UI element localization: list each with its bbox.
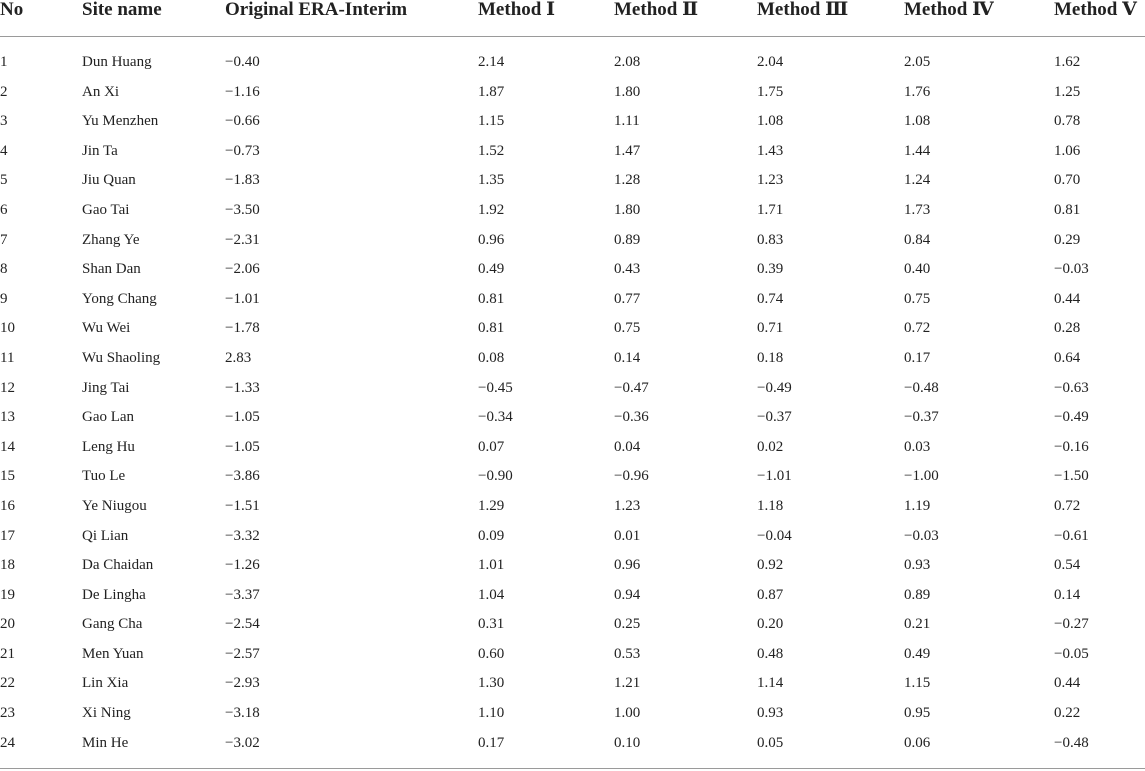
cell-method-1: −0.34 — [478, 409, 513, 426]
cell-method-4: 1.19 — [904, 497, 931, 514]
cell-site-name: Xi Ning — [82, 705, 131, 722]
cell-method-1: 0.81 — [478, 320, 505, 337]
cell-no: 2 — [0, 83, 8, 100]
cell-method-3: 1.18 — [757, 497, 784, 514]
cell-original-era-interim: −2.93 — [225, 675, 260, 692]
cell-method-1: 0.17 — [478, 734, 505, 751]
cell-method-3: 0.20 — [757, 616, 784, 633]
cell-method-4: 0.21 — [904, 616, 931, 633]
cell-no: 23 — [0, 705, 15, 722]
cell-method-4: −1.00 — [904, 468, 939, 485]
cell-no: 22 — [0, 675, 15, 692]
cell-no: 17 — [0, 527, 15, 544]
cell-no: 19 — [0, 586, 15, 603]
cell-method-2: 0.01 — [614, 527, 641, 544]
cell-method-1: 1.10 — [478, 705, 505, 722]
cell-original-era-interim: −1.83 — [225, 172, 260, 189]
cell-method-4: 0.17 — [904, 349, 931, 366]
cell-no: 14 — [0, 438, 15, 455]
cell-no: 1 — [0, 54, 8, 70]
cell-method-1: 0.81 — [478, 290, 505, 307]
cell-method-5: 0.14 — [1054, 586, 1081, 603]
cell-method-5: −0.03 — [1054, 261, 1089, 278]
cell-original-era-interim: −3.86 — [225, 468, 260, 485]
cell-method-5: 0.44 — [1054, 675, 1081, 692]
table-row — [0, 522, 1145, 552]
cell-method-5: 0.64 — [1054, 349, 1081, 366]
cell-original-era-interim: −2.57 — [225, 645, 260, 662]
table-row — [0, 344, 1145, 374]
cell-method-2: 0.96 — [614, 557, 641, 574]
cell-site-name: Jin Ta — [82, 142, 118, 159]
cell-method-2: 1.11 — [614, 113, 640, 130]
cell-method-1: 1.04 — [478, 586, 505, 603]
cell-site-name: Yong Chang — [82, 290, 157, 307]
header-original-era-interim: Original ERA-Interim — [225, 0, 478, 37]
cell-method-2: 1.23 — [614, 497, 641, 514]
cell-site-name: Gao Tai — [82, 201, 130, 218]
cell-method-4: −0.37 — [904, 409, 939, 426]
cell-method-5: −1.50 — [1054, 468, 1089, 485]
table-row — [0, 166, 1145, 196]
cell-method-4: 1.73 — [904, 201, 931, 218]
cell-no: 15 — [0, 468, 15, 485]
cell-method-5: −0.63 — [1054, 379, 1089, 396]
table-row — [0, 137, 1145, 167]
cell-method-1: 0.96 — [478, 231, 505, 248]
cell-method-4: 0.84 — [904, 231, 931, 248]
cell-method-3: −0.49 — [757, 379, 792, 396]
cell-original-era-interim: −2.06 — [225, 261, 260, 278]
cell-no: 7 — [0, 231, 8, 248]
cell-method-5: 0.70 — [1054, 172, 1081, 189]
table-row — [0, 729, 1145, 759]
cell-method-4: 0.95 — [904, 705, 931, 722]
cell-site-name: Jiu Quan — [82, 172, 136, 189]
cell-site-name: Qi Lian — [82, 527, 129, 544]
table-row — [0, 37, 1145, 78]
cell-site-name: Tuo Le — [82, 468, 126, 485]
cell-method-1: 1.30 — [478, 675, 505, 692]
cell-original-era-interim: −3.37 — [225, 586, 260, 603]
cell-method-2: 1.80 — [614, 201, 641, 218]
header-method-4: Method Ⅳ — [904, 0, 1054, 37]
cell-method-5: 1.62 — [1054, 54, 1081, 70]
header-method-5: Method Ⅴ — [1054, 0, 1145, 37]
cell-method-1: 0.07 — [478, 438, 505, 455]
cell-original-era-interim: −3.18 — [225, 705, 260, 722]
cell-method-4: 1.08 — [904, 113, 931, 130]
cell-method-2: −0.36 — [614, 409, 649, 426]
cell-site-name: Leng Hu — [82, 438, 135, 455]
cell-original-era-interim: −1.01 — [225, 290, 260, 307]
cell-site-name: Lin Xia — [82, 675, 129, 692]
cell-site-name: Dun Huang — [82, 54, 152, 70]
cell-original-era-interim: −0.73 — [225, 142, 260, 159]
table-row — [0, 107, 1145, 137]
header-method-2: Method Ⅱ — [614, 0, 757, 37]
cell-method-1: 0.09 — [478, 527, 505, 544]
cell-method-2: 0.94 — [614, 586, 641, 603]
cell-method-4: 1.15 — [904, 675, 931, 692]
cell-method-5: −0.27 — [1054, 616, 1089, 633]
cell-original-era-interim: −1.16 — [225, 83, 260, 100]
cell-method-2: −0.96 — [614, 468, 649, 485]
bottom-rule — [0, 768, 1145, 769]
cell-method-3: 0.93 — [757, 705, 784, 722]
cell-no: 21 — [0, 645, 15, 662]
cell-method-1: −0.90 — [478, 468, 513, 485]
cell-method-4: 1.44 — [904, 142, 931, 159]
cell-method-5: 0.44 — [1054, 290, 1081, 307]
cell-method-5: −0.49 — [1054, 409, 1089, 426]
cell-method-3: 0.87 — [757, 586, 784, 603]
cell-method-1: 1.92 — [478, 201, 505, 218]
header-method-3: Method Ⅲ — [757, 0, 904, 37]
cell-method-4: −0.03 — [904, 527, 939, 544]
cell-method-3: 0.48 — [757, 645, 784, 662]
cell-method-5: −0.16 — [1054, 438, 1089, 455]
cell-method-3: 1.75 — [757, 83, 784, 100]
cell-method-5: 0.29 — [1054, 231, 1081, 248]
cell-method-3: −1.01 — [757, 468, 792, 485]
cell-method-1: 1.35 — [478, 172, 505, 189]
cell-site-name: Jing Tai — [82, 379, 130, 396]
cell-method-1: 0.31 — [478, 616, 505, 633]
cell-original-era-interim: −1.05 — [225, 438, 260, 455]
cell-method-2: 2.08 — [614, 54, 641, 70]
cell-method-3: 0.71 — [757, 320, 784, 337]
table-row — [0, 285, 1145, 315]
table-header — [0, 0, 1145, 37]
cell-no: 3 — [0, 113, 8, 130]
table-row — [0, 255, 1145, 285]
cell-method-3: −0.37 — [757, 409, 792, 426]
cell-method-2: 0.10 — [614, 734, 641, 751]
cell-no: 8 — [0, 261, 8, 278]
cell-site-name: Gang Cha — [82, 616, 143, 633]
cell-site-name: Shan Dan — [82, 261, 141, 278]
cell-method-1: 0.08 — [478, 349, 505, 366]
table-row — [0, 196, 1145, 226]
cell-original-era-interim: −0.40 — [225, 54, 260, 70]
cell-method-3: 1.71 — [757, 201, 784, 218]
cell-method-4: 1.24 — [904, 172, 931, 189]
cell-method-1: 1.87 — [478, 83, 505, 100]
cell-method-1: 1.15 — [478, 113, 505, 130]
cell-no: 5 — [0, 172, 8, 189]
cell-original-era-interim: 2.83 — [225, 349, 252, 366]
cell-method-3: 0.92 — [757, 557, 784, 574]
cell-method-2: 0.89 — [614, 231, 641, 248]
cell-method-5: 1.25 — [1054, 83, 1081, 100]
cell-method-4: 0.72 — [904, 320, 931, 337]
cell-method-3: 2.04 — [757, 54, 784, 70]
cell-method-5: 0.72 — [1054, 497, 1081, 514]
cell-method-4: 2.05 — [904, 54, 931, 70]
table-row — [0, 314, 1145, 344]
cell-method-1: 1.52 — [478, 142, 505, 159]
cell-method-4: 0.93 — [904, 557, 931, 574]
cell-site-name: Wu Wei — [82, 320, 131, 337]
cell-method-1: 1.29 — [478, 497, 505, 514]
cell-no: 10 — [0, 320, 15, 337]
cell-method-4: 0.06 — [904, 734, 931, 751]
cell-method-4: 0.75 — [904, 290, 931, 307]
cell-original-era-interim: −3.02 — [225, 734, 260, 751]
cell-method-3: 1.43 — [757, 142, 784, 159]
cell-method-5: 0.78 — [1054, 113, 1081, 130]
cell-method-1: 0.49 — [478, 261, 505, 278]
table-row — [0, 226, 1145, 256]
cell-no: 12 — [0, 379, 15, 396]
table-body — [0, 37, 1145, 759]
cell-original-era-interim: −1.05 — [225, 409, 260, 426]
header-no: No — [0, 0, 82, 37]
cell-site-name: An Xi — [82, 83, 120, 100]
cell-no: 6 — [0, 201, 8, 218]
table-row — [0, 699, 1145, 729]
cell-method-2: 0.77 — [614, 290, 641, 307]
table-row — [0, 581, 1145, 611]
cell-method-4: 1.76 — [904, 83, 931, 100]
cell-method-1: −0.45 — [478, 379, 513, 396]
cell-no: 4 — [0, 142, 8, 159]
cell-method-4: 0.49 — [904, 645, 931, 662]
cell-original-era-interim: −1.26 — [225, 557, 260, 574]
cell-original-era-interim: −0.66 — [225, 113, 260, 130]
header-method-1: Method Ⅰ — [478, 0, 614, 37]
cell-method-5: −0.05 — [1054, 645, 1089, 662]
cell-method-5: 0.81 — [1054, 201, 1081, 218]
cell-no: 11 — [0, 349, 15, 366]
cell-method-5: 0.28 — [1054, 320, 1081, 337]
header-row — [0, 0, 1145, 37]
cell-method-3: 0.74 — [757, 290, 784, 307]
cell-method-5: 1.06 — [1054, 142, 1081, 159]
cell-method-4: 0.89 — [904, 586, 931, 603]
cell-no: 16 — [0, 497, 15, 514]
cell-method-5: 0.22 — [1054, 705, 1081, 722]
header-site-name: Site name — [82, 0, 225, 37]
cell-original-era-interim: −1.33 — [225, 379, 260, 396]
cell-method-2: −0.47 — [614, 379, 649, 396]
cell-method-2: 1.00 — [614, 705, 641, 722]
cell-original-era-interim: −2.31 — [225, 231, 260, 248]
cell-method-3: −0.04 — [757, 527, 792, 544]
cell-original-era-interim: −2.54 — [225, 616, 260, 633]
cell-site-name: De Lingha — [82, 586, 146, 603]
cell-no: 20 — [0, 616, 15, 633]
table-row — [0, 374, 1145, 404]
cell-original-era-interim: −1.78 — [225, 320, 260, 337]
table-row — [0, 492, 1145, 522]
cell-site-name: Wu Shaoling — [82, 349, 161, 366]
table-row — [0, 462, 1145, 492]
cell-method-3: 1.23 — [757, 172, 784, 189]
cell-method-2: 0.25 — [614, 616, 641, 633]
cell-method-2: 0.43 — [614, 261, 641, 278]
cell-original-era-interim: −3.32 — [225, 527, 260, 544]
table-row — [0, 610, 1145, 640]
cell-method-3: 0.39 — [757, 261, 784, 278]
cell-site-name: Zhang Ye — [82, 231, 140, 248]
cell-no: 13 — [0, 409, 15, 426]
table-row — [0, 640, 1145, 670]
cell-method-5: −0.61 — [1054, 527, 1089, 544]
cell-method-1: 2.14 — [478, 54, 505, 70]
table-row — [0, 551, 1145, 581]
cell-method-3: 1.08 — [757, 113, 784, 130]
cell-method-5: −0.48 — [1054, 734, 1089, 751]
cell-no: 9 — [0, 290, 8, 307]
cell-site-name: Ye Niugou — [82, 497, 147, 514]
cell-method-1: 1.01 — [478, 557, 505, 574]
cell-method-3: 0.18 — [757, 349, 784, 366]
cell-method-2: 0.75 — [614, 320, 641, 337]
cell-method-2: 1.47 — [614, 142, 641, 159]
cell-original-era-interim: −1.51 — [225, 497, 260, 514]
cell-method-4: 0.40 — [904, 261, 931, 278]
cell-method-2: 1.28 — [614, 172, 641, 189]
table-row — [0, 403, 1145, 433]
table-row — [0, 433, 1145, 463]
cell-method-2: 1.21 — [614, 675, 641, 692]
cell-site-name: Yu Menzhen — [82, 113, 159, 130]
cell-method-2: 1.80 — [614, 83, 641, 100]
cell-method-5: 0.54 — [1054, 557, 1081, 574]
table-row — [0, 78, 1145, 108]
table-row — [0, 669, 1145, 699]
cell-method-3: 1.14 — [757, 675, 784, 692]
cell-method-4: −0.48 — [904, 379, 939, 396]
cell-method-2: 0.14 — [614, 349, 641, 366]
cell-site-name: Da Chaidan — [82, 557, 154, 574]
cell-method-3: 0.05 — [757, 734, 784, 751]
cell-no: 18 — [0, 557, 15, 574]
cell-original-era-interim: −3.50 — [225, 201, 260, 218]
cell-method-3: 0.02 — [757, 438, 784, 455]
cell-method-2: 0.04 — [614, 438, 641, 455]
cell-method-1: 0.60 — [478, 645, 505, 662]
cell-site-name: Gao Lan — [82, 409, 135, 426]
cell-site-name: Men Yuan — [82, 645, 144, 662]
cell-method-4: 0.03 — [904, 438, 931, 455]
cell-method-2: 0.53 — [614, 645, 641, 662]
cell-method-3: 0.83 — [757, 231, 784, 248]
cell-site-name: Min He — [82, 734, 129, 751]
cell-no: 24 — [0, 734, 15, 751]
